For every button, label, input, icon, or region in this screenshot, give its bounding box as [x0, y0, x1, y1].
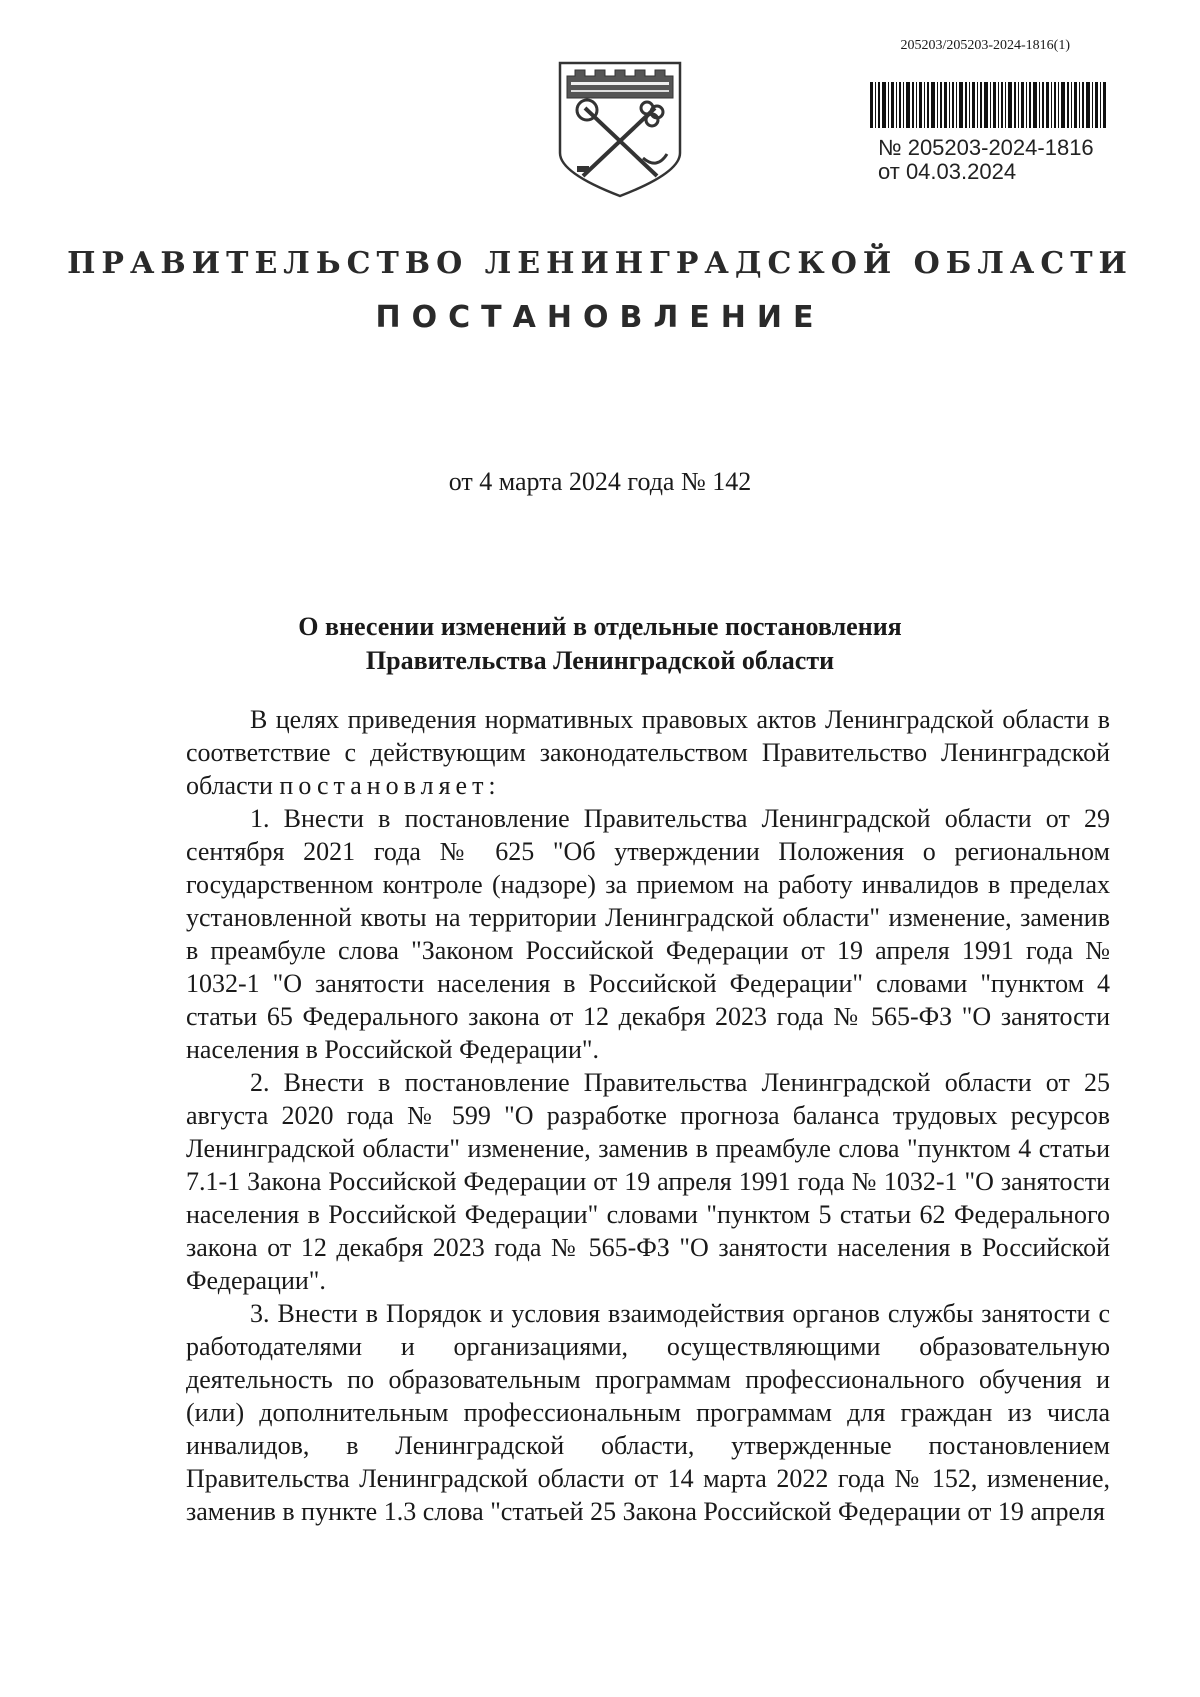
registration-block	[878, 136, 1094, 184]
coat-of-arms-emblem	[555, 58, 685, 198]
intro-text: В целях приведения нормативных правовых актов Ленинградской области в соответствие с действующим законодательством Правительство Ленинградской области	[186, 705, 1110, 800]
barcode	[870, 82, 1110, 142]
document-type: ПОСТАНОВЛЕНИЕ	[375, 300, 825, 335]
paragraph-item-1: 1. Внести в постановление Правительства Ленинградской области от 29 сентября 2021 года № 625 "Об утверждении Положения о региональном государственном контроле (надзоре) за приемом на работу инвалидов в пределах установленной квоты на территории Ленинградской области" изменение, заменив в преамбуле слова "Законом Российской Федерации от 19 апреля 1991 года № 1032-1 "О занятости населения в Российской Федерации" словами "пунктом 4 статьи 65 Федерального закона от 12 декабря 2023 года № 565-ФЗ "О занятости населения в Российской Федерации".	[186, 804, 1110, 1064]
paragraph-item-3: 3. Внести в Порядок и условия взаимодействия органов службы занятости с работодателями и организациями, осуществляющими образовательную деятельность по образовательным программам профессионального обучения и (или) дополнительным профессиональным программам для граждан из числа инвалидов, в Ленинградской области, утвержденные постановлением Правительства Ленинградской области от 14 марта 2022 года № 152, изменение, заменив в пункте 1.3 слова "статьей 25 Закона Российской Федерации от 19 апреля	[186, 1299, 1110, 1526]
intro-paragraph	[186, 703, 1110, 802]
subject-line-2: Правительства Ленинградской области	[365, 646, 835, 675]
subject-line-1: О внесении изменений в отдельные постановления	[298, 612, 902, 641]
paragraph-item-2: 2. Внести в постановление Правительства Ленинградской области от 25 августа 2020 года № 599 "О разработке прогноза баланса трудовых ресурсов Ленинградской области" изменение, заменив в преамбуле слова "пунктом 4 статьи 7.1-1 Закона Российской Федерации от 19 апреля 1991 года № 1032-1 "О занятости населения в Российской Федерации" словами "пунктом 5 статьи 62 Федерального закона от 12 декабря 2023 года № 565-ФЗ "О занятости населения в Российской Федерации".	[186, 1068, 1110, 1295]
registration-number: № 205203-2024-1816	[878, 135, 1094, 160]
intro-resolves: постановляет:	[279, 771, 501, 800]
registration-date: от 04.03.2024	[878, 159, 1017, 184]
document-body	[186, 703, 1110, 1528]
page-reference-code: 205203/205203-2024-1816(1)	[900, 38, 1070, 53]
document-date-number: от 4 марта 2024 года № 142	[448, 467, 752, 496]
document-subject	[0, 610, 1200, 678]
government-title: ПРАВИТЕЛЬСТВО ЛЕНИНГРАДСКОЙ ОБЛАСТИ	[67, 246, 1133, 281]
